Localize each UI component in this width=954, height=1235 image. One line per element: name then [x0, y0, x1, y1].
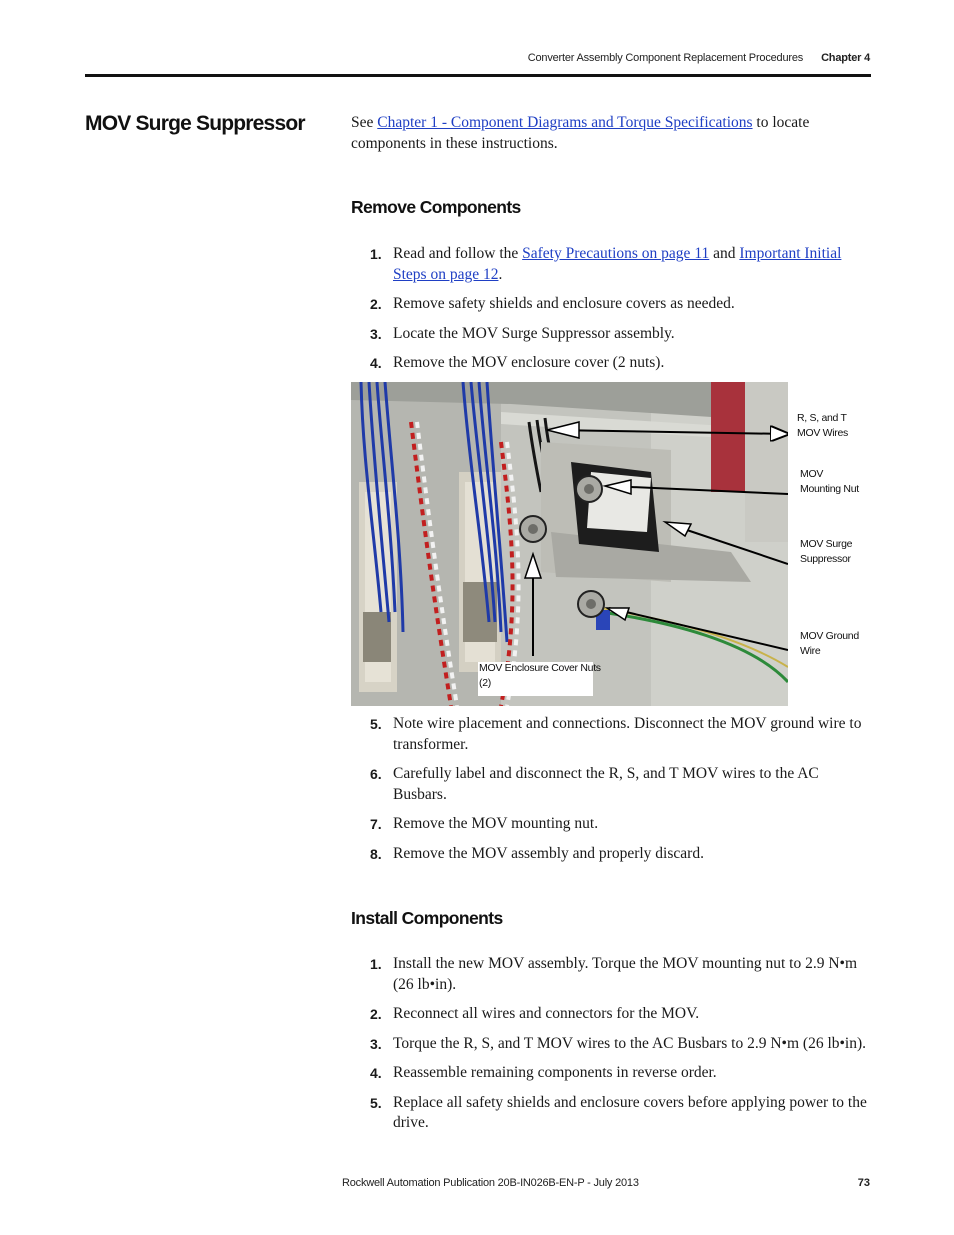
callout-ground-wire [800, 629, 859, 659]
remove-heading: Remove Components [351, 197, 521, 217]
step-number: 4. [370, 1065, 382, 1081]
step-number: 8. [370, 845, 382, 862]
step-number: 7. [370, 816, 382, 832]
step-number: 5. [370, 1094, 382, 1111]
callout-surge-suppressor [800, 537, 852, 567]
list-item [351, 1004, 871, 1025]
header-rule [85, 74, 871, 77]
callout-line: R, S, and T [797, 412, 847, 424]
header-title: Converter Assembly Component Replacement Procedures [527, 52, 804, 64]
step-text: Replace all safety shields and enclosure covers before applying power to the drive. [393, 1093, 867, 1131]
remove-steps-a [351, 244, 871, 383]
intro-paragraph [351, 113, 871, 154]
page-number: 73 [857, 1177, 870, 1189]
callout-line: (2) [479, 677, 491, 689]
step-text: Remove the MOV assembly and properly discard. [393, 844, 704, 862]
list-item [351, 714, 871, 755]
callout-line: Mounting Nut [800, 483, 859, 495]
callout-line: MOV Surge [800, 538, 853, 550]
list-item [351, 294, 871, 315]
step-number: 3. [370, 325, 382, 342]
step-number: 1. [370, 956, 382, 972]
callout-mounting-nut [800, 467, 859, 497]
step-text: Remove the MOV mounting nut. [393, 815, 599, 832]
callout-line: MOV Enclosure Cover Nuts [479, 662, 601, 674]
callout-line: Suppressor [800, 553, 851, 565]
intro-post: to locate components in these instructions. [351, 114, 810, 152]
list-item [351, 1034, 871, 1055]
chapter1-link[interactable]: Chapter 1 - Component Diagrams and Torque Specifications [377, 114, 753, 131]
list-item [351, 244, 871, 285]
list-item [351, 1063, 871, 1084]
mov-photo-figure [351, 382, 788, 706]
step-text: Install the new MOV assembly. Torque the MOV mounting nut to 2.9 N•m (26 lb•in). [393, 955, 858, 993]
mov-assembly-photo [351, 382, 788, 706]
list-item [351, 353, 871, 374]
step-text: Reconnect all wires and connectors for the MOV. [393, 1005, 700, 1022]
step1-post: . [498, 265, 503, 283]
step-number: 2. [370, 296, 382, 312]
callout-line: Wire [800, 645, 821, 657]
remove-steps-b [351, 714, 871, 873]
step1-pre: Read and follow the [393, 245, 523, 262]
list-item [351, 814, 871, 835]
step-text: Torque the R, S, and T MOV wires to the AC Busbars to 2.9 N•m (26 lb•in). [393, 1034, 867, 1052]
running-header [528, 52, 870, 64]
important-initial-steps-link[interactable]: Important Initial Steps on page 12 [393, 245, 842, 283]
step-text: Remove safety shields and enclosure covers as needed. [393, 295, 735, 312]
list-item [351, 324, 871, 345]
list-item [351, 1093, 871, 1134]
publication-footer: Rockwell Automation Publication 20B-IN026B-EN-P - July 2013 [342, 1177, 639, 1189]
step-number: 2. [370, 1006, 382, 1022]
step-text: Reassemble remaining components in reverse order. [393, 1064, 717, 1081]
callout-line: MOV Wires [797, 427, 848, 439]
section-title: MOV Surge Suppressor [85, 112, 305, 135]
list-item [351, 844, 871, 865]
step-number: 1. [370, 246, 382, 262]
callout-line: MOV Ground [800, 630, 859, 642]
install-heading: Install Components [351, 908, 503, 928]
step-text: Carefully label and disconnect the R, S, and T MOV wires to the AC Busbars. [393, 765, 819, 803]
step1-mid: and [709, 245, 740, 262]
step-number: 3. [370, 1035, 382, 1052]
callout-line: MOV [800, 468, 824, 480]
callout-rst-wires [797, 411, 848, 441]
step-number: 4. [370, 355, 382, 371]
step-number: 5. [370, 716, 382, 732]
step-number: 6. [370, 766, 382, 782]
intro-pre: See [351, 114, 378, 131]
header-chapter: Chapter 4 [821, 52, 870, 64]
step-text: Note wire placement and connections. Disconnect the MOV ground wire to transformer. [393, 715, 862, 753]
safety-precautions-link[interactable]: Safety Precautions on page 11 [522, 245, 710, 262]
callout-enclosure-nuts [479, 661, 601, 691]
step-text: Locate the MOV Surge Suppressor assembly. [393, 324, 675, 342]
list-item [351, 954, 871, 995]
step-text: Remove the MOV enclosure cover (2 nuts). [393, 354, 665, 371]
list-item [351, 764, 871, 805]
install-steps [351, 954, 871, 1143]
